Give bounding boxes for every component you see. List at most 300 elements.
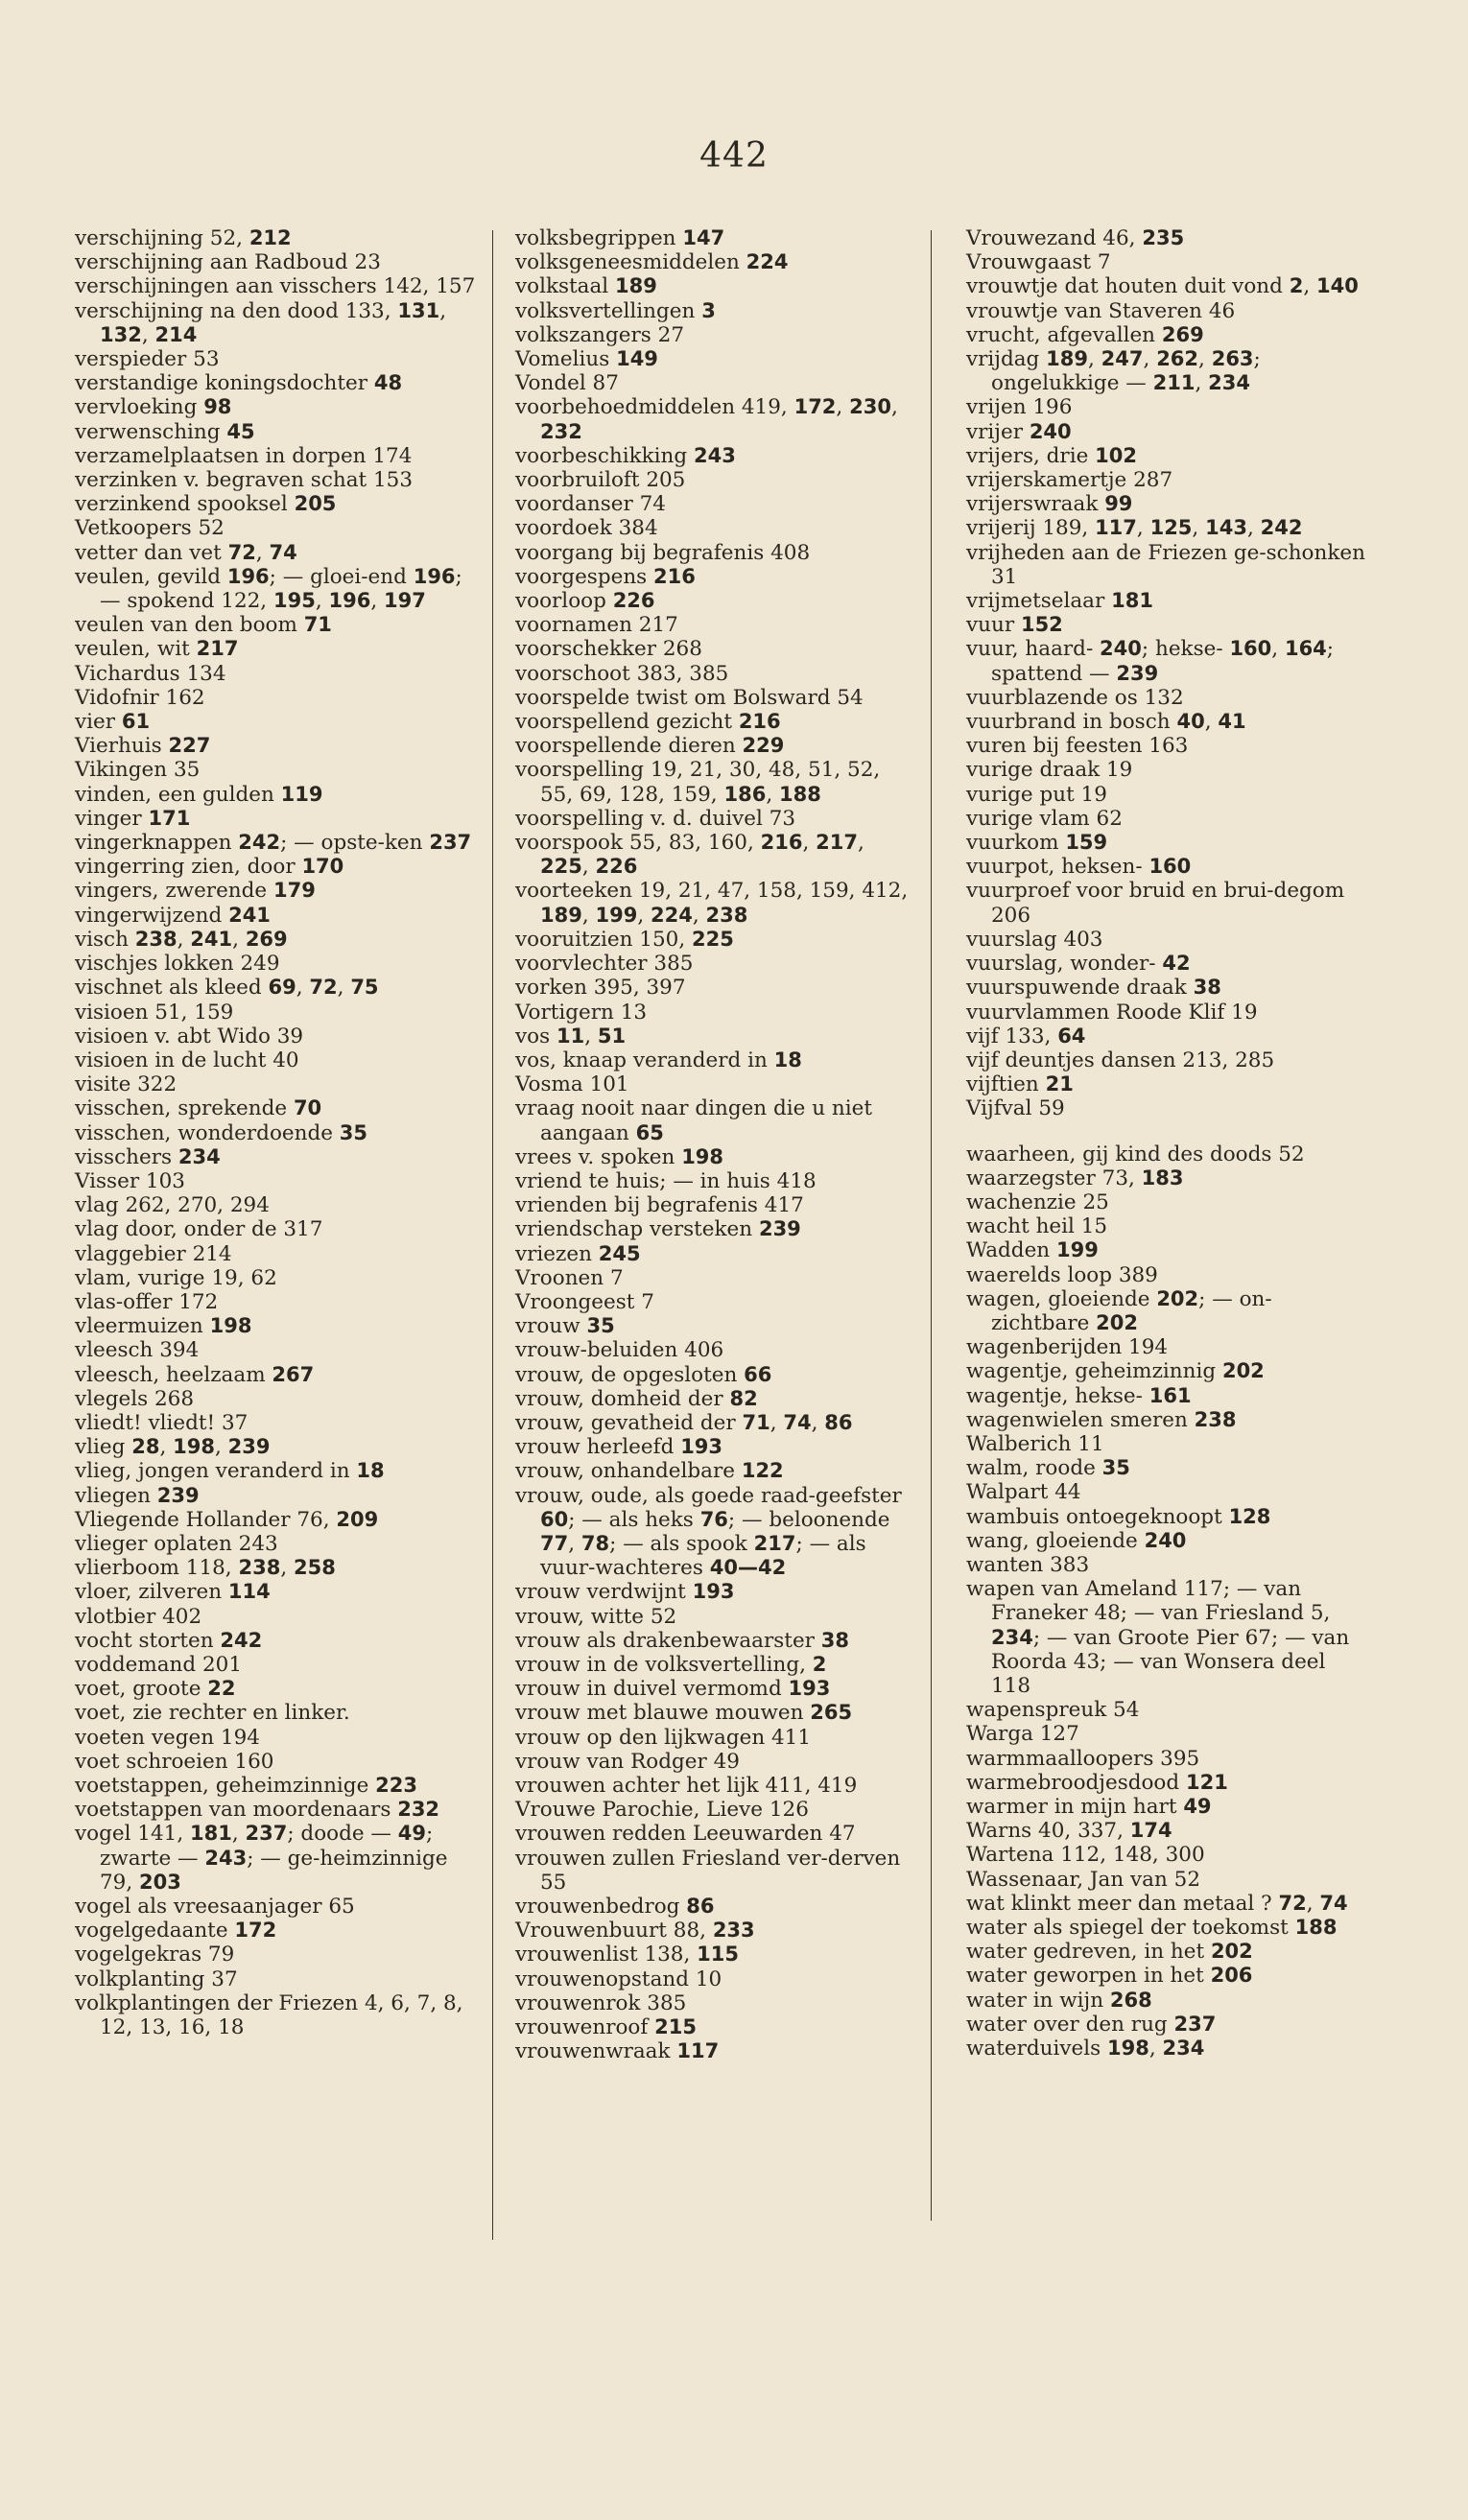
page-ref-bold: 49 <box>397 1822 426 1846</box>
index-entry <box>75 492 478 516</box>
index-entry <box>966 637 1369 685</box>
page-ref-bold: 117 <box>1095 516 1137 540</box>
index-entry <box>515 1024 918 1048</box>
index-entry <box>966 1868 1369 1892</box>
page-ref-bold: 38 <box>820 1628 850 1652</box>
entry-text: voet schroeien 160 <box>75 1749 274 1774</box>
entry-text: vrucht, afgevallen <box>966 322 1162 347</box>
page-ref-bold: 131 <box>397 298 440 322</box>
entry-text: wagen, gloeiende <box>966 1286 1157 1311</box>
page-ref-bold: 258 <box>294 1556 336 1580</box>
page-ref-bold: 240 <box>1144 1528 1187 1552</box>
index-entry <box>515 1991 918 2015</box>
index-entry <box>75 734 478 758</box>
page-ref-bold: 267 <box>272 1362 315 1386</box>
entry-text: vrouwen redden Leeuwarden 47 <box>515 1822 856 1847</box>
page-ref-bold: 195 <box>272 589 316 613</box>
index-entry <box>966 1287 1369 1335</box>
page-ref-bold: 77 <box>540 1531 569 1555</box>
index-entry <box>966 492 1369 516</box>
index-entry <box>966 976 1369 1000</box>
entry-text: vuurslag, wonder- <box>966 952 1163 977</box>
page-ref-bold: 40 <box>1176 710 1205 734</box>
page-ref-bold: 186 <box>723 782 767 806</box>
index-entry <box>75 347 478 371</box>
entry-text: vrouw <box>515 1314 587 1339</box>
index-entry <box>966 2037 1369 2061</box>
entry-text: , <box>159 1435 174 1460</box>
entry-text: , <box>1136 516 1150 541</box>
entry-text: , <box>890 395 898 420</box>
entry-text: vliedt! vliedt! 37 <box>75 1410 249 1435</box>
index-entry <box>515 1629 918 1653</box>
entry-text: voorloop <box>515 589 613 614</box>
entry-text: , <box>581 903 596 928</box>
page-ref-bold: 216 <box>760 831 803 855</box>
entry-text: Vroongeest 7 <box>515 1289 654 1314</box>
page-ref-bold: 226 <box>595 855 638 879</box>
entry-text: ; — ge-heimzinnige 79, <box>100 1846 448 1895</box>
page-ref-bold: 125 <box>1149 516 1193 540</box>
index-entry <box>515 1290 918 1314</box>
index-entry <box>966 1577 1369 1698</box>
page-ref-bold: 82 <box>729 1386 758 1410</box>
index-entry <box>966 758 1369 782</box>
entry-text: ; — van Groote Pier 67; — van Roorda 43; — van Wonsera deel 118 <box>991 1625 1350 1698</box>
entry-text: vischjes lokken 249 <box>75 952 280 977</box>
page-ref-bold: 238 <box>705 903 748 927</box>
entry-text: voeten vegen 194 <box>75 1725 260 1750</box>
index-entry <box>515 1145 918 1169</box>
entry-text: volkplantingen der Friezen 4, 6, 7, 8, 12, 13, 16, 18 <box>75 1990 463 2040</box>
page-ref-bold: 238 <box>134 927 178 951</box>
entry-text: vrijerswraak <box>966 492 1105 517</box>
entry-text: , <box>1306 1891 1320 1916</box>
page-ref-bold: 197 <box>384 589 426 613</box>
entry-text: vrijmetselaar <box>966 589 1112 614</box>
entry-text: vuurspuwende draak <box>966 976 1194 1001</box>
index-entry <box>75 1895 478 1919</box>
page-ref-bold: 232 <box>540 419 582 443</box>
index-entry <box>966 1263 1369 1287</box>
page-ref-bold: 40—42 <box>709 1556 787 1580</box>
entry-text: vrouw op den lijkwagen 411 <box>515 1725 812 1750</box>
entry-text: volkplanting 37 <box>75 1967 238 1991</box>
index-entry <box>966 1843 1369 1867</box>
entry-text: verzamelplaatsen in dorpen 174 <box>75 443 413 468</box>
page-ref-bold: 198 <box>173 1435 215 1459</box>
index-entry <box>75 1629 478 1653</box>
index-entry <box>75 686 478 710</box>
entry-text: vleesch 394 <box>75 1338 200 1363</box>
entry-text: volkszangers 27 <box>515 322 685 347</box>
entry-text: vlas-offer 172 <box>75 1289 219 1314</box>
entry-text: voorschekker 268 <box>515 637 702 662</box>
index-entry <box>515 976 918 1000</box>
page-ref-bold: 199 <box>595 903 638 927</box>
index-entry <box>966 1072 1369 1096</box>
entry-text: , <box>439 298 447 323</box>
page-ref-bold: 28 <box>131 1435 160 1459</box>
page-ref-bold: 242 <box>1260 516 1303 540</box>
page-ref-bold: 2 <box>812 1652 827 1676</box>
page-ref-bold: 234 <box>1162 2037 1205 2061</box>
page-ref-bold: 193 <box>788 1677 831 1701</box>
index-entry <box>75 928 478 952</box>
index-entry <box>515 323 918 347</box>
index-entry <box>515 1919 918 1943</box>
index-entry <box>966 226 1369 250</box>
entry-text: , <box>296 976 310 1001</box>
entry-text: vervloeking <box>75 395 204 420</box>
index-entry <box>75 831 478 855</box>
page-ref-bold: 164 <box>1284 637 1327 661</box>
page-ref-bold: 217 <box>196 637 239 661</box>
page-ref-bold: 198 <box>681 1144 724 1168</box>
index-entry <box>75 565 478 613</box>
index-entry <box>966 250 1369 274</box>
entry-text: Walpart 44 <box>966 1480 1081 1505</box>
page-ref-bold: 143 <box>1205 516 1247 540</box>
page-ref-bold: 232 <box>397 1798 440 1822</box>
index-entry <box>515 710 918 734</box>
page-ref-bold: 119 <box>280 782 323 806</box>
entry-text: visioen in de lucht 40 <box>75 1048 299 1072</box>
page-ref-bold: 206 <box>1210 1964 1253 1988</box>
index-entry <box>966 1335 1369 1359</box>
index-entry <box>966 1529 1369 1553</box>
entry-text: vurige draak 19 <box>966 758 1133 783</box>
index-column-1 <box>75 226 478 2039</box>
entry-text: wapenspreuk 54 <box>966 1698 1140 1723</box>
index-entry <box>966 1384 1369 1408</box>
entry-text: ; — gloei-end <box>269 564 414 589</box>
page-ref-bold: 205 <box>294 492 337 516</box>
page-ref-bold: 61 <box>121 710 151 734</box>
entry-text: voorteeken 19, 21, 47, 158, 159, 412, <box>515 879 909 904</box>
index-entry <box>515 1217 918 1241</box>
index-entry <box>75 1508 478 1532</box>
index-entry <box>515 589 918 613</box>
index-entry <box>515 1605 918 1629</box>
entry-text: vingerring zien, door <box>75 855 302 880</box>
index-entry <box>515 1580 918 1604</box>
entry-text: vos <box>515 1024 556 1048</box>
page-ref-bold: 121 <box>1185 1770 1228 1794</box>
page-ref-bold: 196 <box>413 564 456 588</box>
index-entry <box>515 1001 918 1024</box>
index-entry <box>966 1771 1369 1795</box>
index-entry <box>966 1359 1369 1383</box>
index-entry <box>515 758 918 806</box>
index-entry <box>515 299 918 323</box>
index-entry <box>75 274 478 298</box>
entry-text: vrouwenopstand 10 <box>515 1967 722 1991</box>
index-entry <box>515 1701 918 1725</box>
index-entry <box>966 347 1369 395</box>
entry-text: , <box>231 1822 246 1847</box>
page-ref-bold: 202 <box>1156 1286 1199 1310</box>
page-ref-bold: 216 <box>653 564 696 588</box>
page-ref-bold: 239 <box>156 1483 200 1507</box>
page-ref-bold: 215 <box>654 2015 697 2039</box>
index-entry <box>75 250 478 274</box>
index-entry <box>966 1964 1369 1988</box>
index-entry <box>515 1411 918 1435</box>
entry-text: voorgang bij begrafenis 408 <box>515 540 811 565</box>
entry-text: Vortigern 13 <box>515 1000 648 1024</box>
entry-text: vrijen 196 <box>966 395 1073 420</box>
index-entry <box>966 2013 1369 2037</box>
entry-text: , <box>1271 637 1285 662</box>
index-entry <box>966 589 1369 613</box>
index-entry <box>515 613 918 637</box>
page-ref-bold: 172 <box>793 395 837 419</box>
index-entry <box>966 1940 1369 1964</box>
entry-text: vorken 395, 397 <box>515 976 686 1001</box>
entry-text: verstandige koningsdochter <box>75 371 374 396</box>
page-ref-bold: 74 <box>783 1410 812 1434</box>
index-entry <box>75 879 478 903</box>
page-ref-bold: 211 <box>1152 371 1196 395</box>
entry-text: vrouwen zullen Friesland ver-derven 55 <box>515 1846 901 1895</box>
entry-text: visschen, sprekende <box>75 1096 294 1121</box>
entry-text: ; — als heks <box>568 1507 700 1532</box>
page-number: 442 <box>699 136 769 176</box>
entry-text: verschijningen aan visschers 142, 157 <box>75 274 476 299</box>
page-ref-bold: 239 <box>227 1435 271 1459</box>
entry-text: voorgespens <box>515 564 654 589</box>
entry-text: volksbegrippen <box>515 226 683 250</box>
entry-text: , <box>1204 710 1219 735</box>
index-entry <box>75 468 478 492</box>
page-ref-bold: 233 <box>712 1919 755 1943</box>
entry-text: water in wijn <box>966 1988 1110 2013</box>
entry-text: vrijer <box>966 419 1030 444</box>
index-entry <box>75 1145 478 1169</box>
entry-text: Vichardus 134 <box>75 661 226 686</box>
page-ref-bold: 42 <box>1162 952 1191 976</box>
entry-text: vrijerij 189, <box>966 516 1096 541</box>
page-ref-bold: 245 <box>598 1241 641 1265</box>
entry-text: vleesch, heelzaam <box>75 1362 272 1387</box>
index-entry <box>75 420 478 444</box>
index-entry <box>966 1916 1369 1940</box>
entry-text: vrijers, drie <box>966 443 1096 468</box>
index-entry <box>966 1722 1369 1746</box>
entry-text: , <box>637 903 651 928</box>
index-entry <box>515 1193 918 1217</box>
entry-text: vlam, vurige 19, 62 <box>75 1265 277 1290</box>
entry-text: ; spattend — <box>991 637 1335 686</box>
index-entry <box>966 299 1369 323</box>
page-ref-bold: 202 <box>1096 1310 1138 1334</box>
entry-text: vriendschap versteken <box>515 1217 759 1242</box>
entry-text: voorschoot 383, 385 <box>515 661 729 686</box>
entry-text: vooruitzien 150, <box>515 927 692 952</box>
entry-text: Visser 103 <box>75 1168 185 1193</box>
index-entry <box>75 1290 478 1314</box>
entry-text: vlieger oplaten 243 <box>75 1531 278 1556</box>
index-entry <box>515 1750 918 1774</box>
page-ref-bold: 203 <box>139 1870 181 1894</box>
entry-text: vrouw als drakenbewaarster <box>515 1628 821 1653</box>
page-ref-bold: 217 <box>816 831 858 855</box>
index-entry <box>75 662 478 686</box>
page-ref-bold: 99 <box>1104 492 1133 516</box>
page-ref-bold: 224 <box>651 903 693 927</box>
page-ref-bold: 147 <box>682 226 725 249</box>
column-divider-1 <box>492 230 493 2240</box>
entry-text: verschijning na den dood 133, <box>75 298 398 323</box>
entry-text: , <box>214 1435 228 1460</box>
entry-text: visschen, wonderdoende <box>75 1120 340 1145</box>
page-ref-bold: 239 <box>1116 661 1159 685</box>
entry-text: Vrouwgaast 7 <box>966 250 1111 275</box>
entry-text: vrouw in de volksvertelling, <box>515 1652 813 1677</box>
index-entry <box>75 1217 478 1241</box>
index-entry <box>966 1432 1369 1456</box>
index-entry <box>966 1190 1369 1214</box>
entry-text: vrouwtje dat houten duit vond <box>966 274 1290 299</box>
entry-text: wagenberijden 194 <box>966 1335 1169 1360</box>
page-ref-bold: 45 <box>226 419 255 443</box>
page-ref-bold: 202 <box>1210 1940 1253 1964</box>
entry-text: vuurpot, heksen- <box>966 855 1149 880</box>
page-ref-bold: 238 <box>238 1556 281 1580</box>
index-entry <box>966 541 1369 589</box>
entry-text: voornamen 217 <box>515 613 678 638</box>
entry-text: vrouwenlist 138, <box>515 1943 698 1967</box>
index-entry <box>75 541 478 565</box>
page-ref-bold: 216 <box>738 710 781 734</box>
page-ref-bold: 72 <box>227 540 256 564</box>
entry-text: vuurbrand in bosch <box>966 710 1177 735</box>
entry-text: voorbruiloft 205 <box>515 468 686 493</box>
entry-text: ; zwarte — <box>100 1822 434 1871</box>
page-ref-bold: 224 <box>746 250 789 274</box>
index-entry <box>75 226 478 250</box>
entry-text: vrienden bij begrafenis 417 <box>515 1193 804 1218</box>
entry-text: , <box>1143 347 1157 372</box>
index-entry <box>75 1750 478 1774</box>
entry-text: vrouw met blauwe mouwen <box>515 1701 811 1726</box>
index-entry <box>966 1795 1369 1819</box>
entry-text: vingerknappen <box>75 831 239 856</box>
entry-text: vrouw van Rodger 49 <box>515 1749 740 1774</box>
index-entry <box>75 395 478 419</box>
page-ref-bold: 2 <box>1289 274 1304 298</box>
index-entry <box>515 807 918 831</box>
entry-text: , <box>177 927 191 952</box>
index-entry <box>75 1193 478 1217</box>
entry-text: vrouw in duivel vermomd <box>515 1677 789 1702</box>
page-ref-bold: 241 <box>190 927 233 951</box>
entry-text: vier <box>75 710 122 735</box>
page-ref-bold: 212 <box>249 226 292 249</box>
entry-text: ; — spokend 122, <box>100 564 462 614</box>
index-entry <box>515 492 918 516</box>
index-entry <box>75 1121 478 1145</box>
entry-text: voordanser 74 <box>515 492 666 517</box>
entry-text: verschijning aan Radboud 23 <box>75 250 381 275</box>
entry-text: vrouw herleefd <box>515 1435 681 1460</box>
entry-text: vos, knaap veranderd in <box>515 1048 774 1072</box>
index-entry <box>966 734 1369 758</box>
entry-text: wanten 383 <box>966 1552 1090 1577</box>
page-ref-bold: 238 <box>1194 1407 1237 1431</box>
page-ref-bold: 196 <box>226 564 270 588</box>
entry-text: Vierhuis <box>75 734 169 759</box>
page-ref-bold: 198 <box>1106 2037 1149 2061</box>
entry-text: vuurblazende os 132 <box>966 685 1184 710</box>
page-ref-bold: 86 <box>686 1895 715 1919</box>
page-ref-bold: 237 <box>1173 2012 1217 2036</box>
page-ref-bold: 160 <box>1229 637 1272 661</box>
entry-text: warmer in mijn hart <box>966 1795 1184 1819</box>
page-ref-bold: 243 <box>204 1846 248 1870</box>
index-entry <box>515 541 918 565</box>
page-ref-bold: 242 <box>238 831 281 855</box>
page-ref-bold: 86 <box>824 1410 853 1434</box>
index-entry <box>515 371 918 395</box>
page-ref-bold: 132 <box>100 322 142 346</box>
index-entry <box>966 783 1369 807</box>
entry-text: ; — beloonende <box>727 1507 890 1532</box>
entry-text: vuurkom <box>966 831 1066 856</box>
entry-text: , <box>280 1556 294 1581</box>
index-entry <box>966 1096 1369 1120</box>
page-ref-bold: 74 <box>1319 1891 1348 1915</box>
index-entry <box>966 1024 1369 1048</box>
index-entry <box>515 250 918 274</box>
entry-text: vogel als vreesaanjager 65 <box>75 1895 355 1919</box>
entry-text: , <box>857 831 864 856</box>
entry-text: Vrouwenbuurt 88, <box>515 1919 713 1943</box>
entry-text: vrouw verdwijnt <box>515 1580 693 1605</box>
entry-text: vlag door, onder de 317 <box>75 1217 323 1242</box>
index-entry <box>966 1048 1369 1072</box>
page-ref-bold: 229 <box>742 734 785 758</box>
entry-text: verwensching <box>75 419 227 444</box>
entry-text: wat klinkt meer dan metaal ? <box>966 1891 1279 1916</box>
entry-text: vlotbier 402 <box>75 1604 202 1629</box>
index-entry <box>515 1726 918 1750</box>
entry-text: walm, roode <box>966 1456 1102 1481</box>
index-entry <box>966 1001 1369 1024</box>
entry-text: vrouwenwraak <box>515 2039 677 2064</box>
page-ref-bold: 234 <box>1208 371 1250 395</box>
entry-text: ; doode — <box>287 1822 398 1847</box>
page-ref-bold: 149 <box>616 347 658 371</box>
page-ref-bold: 38 <box>1193 976 1221 1000</box>
page-ref-bold: 217 <box>753 1531 796 1555</box>
entry-text: , <box>1148 2037 1163 2061</box>
entry-text: Wadden <box>966 1238 1056 1263</box>
index-entry <box>515 1967 918 1991</box>
entry-text: Vondel 87 <box>515 371 619 396</box>
index-entry <box>75 1774 478 1798</box>
entry-text: vetter dan vet <box>75 540 228 565</box>
page-ref-bold: 223 <box>375 1774 417 1797</box>
index-entry <box>966 420 1369 444</box>
index-entry <box>515 1072 918 1096</box>
page-ref-bold: 72 <box>309 976 338 1000</box>
entry-text: ; hekse- <box>1141 637 1230 662</box>
page-ref-bold: 114 <box>227 1580 271 1604</box>
index-column-3 <box>966 226 1369 2061</box>
entry-text: vlegels 268 <box>75 1386 195 1411</box>
